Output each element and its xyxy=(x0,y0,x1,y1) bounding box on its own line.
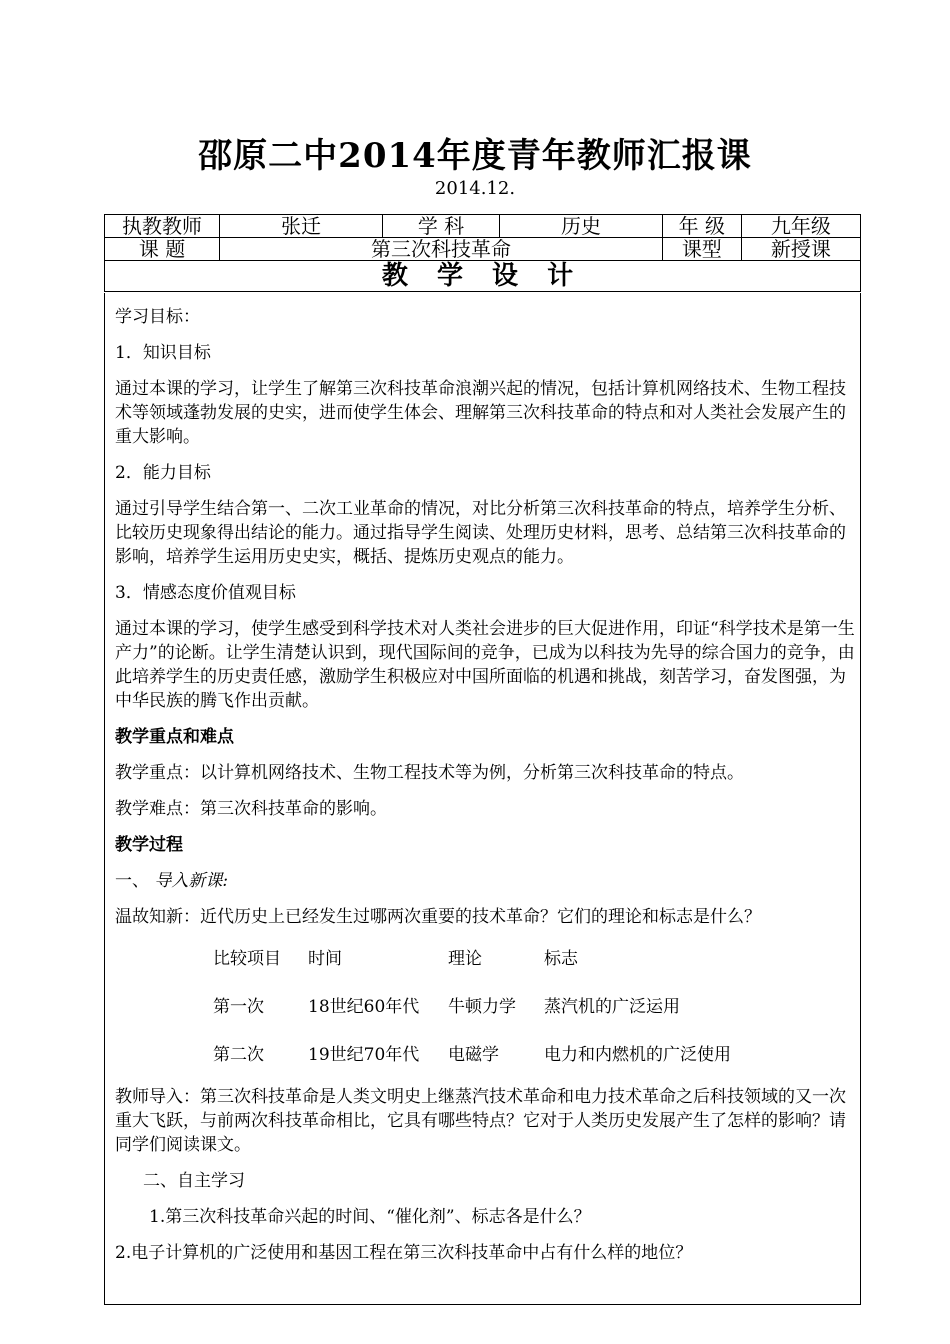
comparison-cell: 牛顿力学 xyxy=(448,997,516,1017)
comparison-cell: 19世纪70年代 xyxy=(308,1045,420,1065)
comparison-header-row xyxy=(213,947,739,995)
step-1-number: 一、 xyxy=(115,871,149,891)
info-row-1 xyxy=(105,215,861,238)
type-value: 新授课 xyxy=(741,238,860,261)
emotion-goal-heading: 3．情感态度价值观目标 xyxy=(115,583,296,603)
key-points-heading: 教学重点和难点 xyxy=(115,727,234,747)
step-1 xyxy=(115,869,855,893)
question-1: 1.第三次科技革命兴起的时间、“催化剂”、标志各是什么？ xyxy=(149,1207,591,1227)
design-heading: 教 学 设 计 xyxy=(105,261,861,292)
question-2: 2.电子计算机的广泛使用和基因工程在第三次科技革命中占有什么样的地位？ xyxy=(115,1243,693,1263)
info-row-3 xyxy=(105,261,861,292)
report-date: 2014.12. xyxy=(434,178,516,199)
comparison-header-cell: 理论 xyxy=(448,949,482,969)
step-1-title: 导入新课: xyxy=(154,871,229,891)
type-label: 课型 xyxy=(662,238,741,261)
grade-value: 九年级 xyxy=(741,215,860,238)
comparison-cell: 电磁学 xyxy=(448,1045,499,1065)
lesson-info-table xyxy=(104,214,861,292)
content-body xyxy=(115,305,855,1277)
info-row-2 xyxy=(105,238,861,261)
teacher-value: 张迁 xyxy=(220,215,383,238)
comparison-cell: 第二次 xyxy=(213,1045,264,1065)
comparison-cell: 电力和内燃机的广泛使用 xyxy=(544,1045,731,1065)
difficult-point: 教学难点：第三次科技革命的影响。 xyxy=(115,799,387,819)
topic-value: 第三次科技革命 xyxy=(220,238,663,261)
process-heading: 教学过程 xyxy=(115,835,183,855)
comparison-header-cell: 比较项目 xyxy=(213,949,281,969)
comparison-row xyxy=(213,995,739,1043)
subject-value: 历史 xyxy=(500,215,663,238)
comparison-header-cell: 时间 xyxy=(308,949,342,969)
teacher-label: 执教教师 xyxy=(105,215,220,238)
teacher-intro: 教师导入：第三次科技革命是人类文明史上继蒸汽技术革命和电力技术革命之后科技领域的又一次重大飞跃，与前两次科技革命相比，它具有哪些特点？它对于人类历史发展产生了怎样的影响？请同学们阅读课文。 xyxy=(115,1087,846,1155)
knowledge-goal-text: 通过本课的学习，让学生了解第三次科技革命浪潮兴起的情况，包括计算机网络技术、生物工程技术等领域蓬勃发展的史实，进而使学生体会、理解第三次科技革命的特点和对人类社会发展产生的重大影响。 xyxy=(115,379,846,447)
key-point: 教学重点：以计算机网络技术、生物工程技术等为例，分析第三次科技革命的特点。 xyxy=(115,763,744,783)
revolution-comparison-table xyxy=(213,947,739,1067)
comparison-row xyxy=(213,1043,739,1067)
grade-label: 年 级 xyxy=(662,215,741,238)
subject-label: 学 科 xyxy=(382,215,499,238)
step-2: 二、自主学习 xyxy=(143,1171,245,1191)
comparison-header-cell: 标志 xyxy=(544,949,578,969)
knowledge-goal-heading: 1．知识目标 xyxy=(115,343,211,363)
goals-heading: 学习目标： xyxy=(115,307,200,327)
ability-goal-heading: 2．能力目标 xyxy=(115,463,211,483)
review-question: 温故知新：近代历史上已经发生过哪两次重要的技术革命？它们的理论和标志是什么？ xyxy=(115,907,761,927)
comparison-cell: 蒸汽机的广泛运用 xyxy=(544,997,680,1017)
comparison-cell: 18世纪60年代 xyxy=(308,997,420,1017)
comparison-cell: 第一次 xyxy=(213,997,264,1017)
lesson-design-content xyxy=(104,293,861,1305)
topic-label: 课 题 xyxy=(105,238,220,261)
emotion-goal-text: 通过本课的学习，使学生感受到科学技术对人类社会进步的巨大促进作用，印证“科学技术是第一生产力”的论断。让学生清楚认识到，现代国际间的竞争，已成为以科技为先导的综合国力的竞争，由此培养学生的历史责任感，激励学生积极应对中国所面临的机遇和挑战，刻苦学习，奋发图强，为中华民族的腾飞作出贡献。 xyxy=(115,619,855,711)
page-title: 邵原二中2014年度青年教师汇报课 xyxy=(198,136,752,176)
ability-goal-text: 通过引导学生结合第一、二次工业革命的情况，对比分析第三次科技革命的特点，培养学生分析、比较历史现象得出结论的能力。通过指导学生阅读、处理历史材料，思考、总结第三次科技革命的影响，培养学生运用历史史实，概括、提炼历史观点的能力。 xyxy=(115,499,846,567)
